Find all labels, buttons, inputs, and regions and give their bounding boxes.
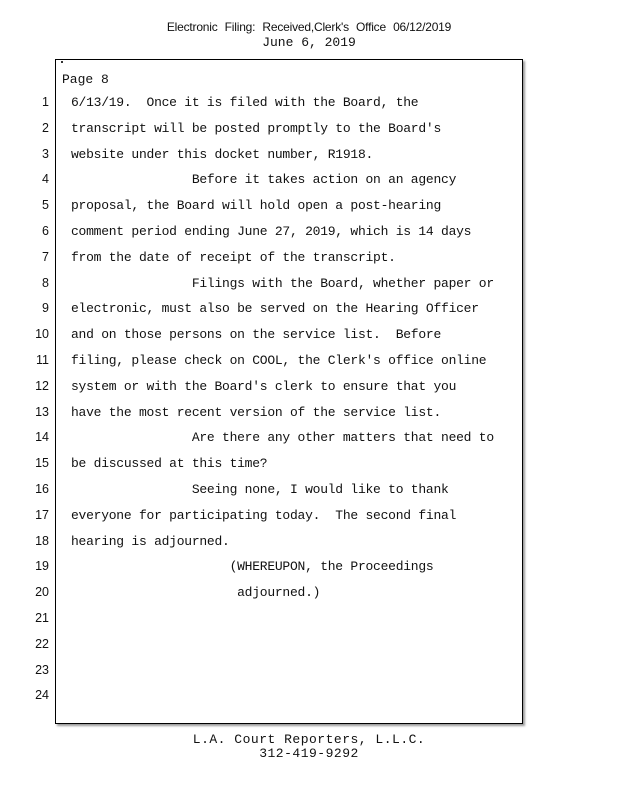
line-text: be discussed at this time? — [71, 456, 268, 472]
line-number: 4 — [42, 172, 49, 187]
line-text: hearing is adjourned. — [71, 533, 230, 549]
line-text: (WHEREUPON, the Proceedings — [71, 559, 434, 575]
line-text: and on those persons on the service list. Before — [71, 327, 442, 343]
line-number: 22 — [35, 636, 49, 651]
transcript-line — [0, 193, 618, 219]
line-text: proposal, the Board will hold open a post-hearing — [71, 198, 442, 214]
line-text: system or with the Board's clerk to ensure that you — [71, 378, 457, 394]
line-number: 14 — [35, 430, 49, 445]
line-text: transcript will be posted promptly to the Board's — [71, 120, 442, 136]
transcript-line — [0, 658, 618, 684]
line-text: everyone for participating today. The second final — [71, 507, 457, 523]
transcript-body — [0, 90, 618, 709]
line-text: comment period ending June 27, 2019, which is 14 days — [71, 223, 472, 239]
page-footer — [0, 733, 618, 761]
corner-mark — [61, 61, 63, 63]
transcript-line — [0, 683, 618, 709]
transcript-line — [0, 90, 618, 116]
line-number: 7 — [42, 249, 49, 264]
line-text: Filings with the Board, whether paper or — [71, 275, 494, 291]
filing-stamp: Electronic Filing: Received,Clerk's Office 06/12/2019 — [166, 20, 452, 34]
line-text: filing, please check on COOL, the Clerk's office online — [71, 352, 487, 368]
line-number: 9 — [42, 301, 49, 316]
line-text: electronic, must also be served on the Hearing Officer — [71, 301, 479, 317]
transcript-line — [0, 580, 618, 606]
transcript-line — [0, 167, 618, 193]
transcript-line — [0, 374, 618, 400]
line-number: 13 — [35, 404, 49, 419]
transcript-line — [0, 348, 618, 374]
transcript-line — [0, 606, 618, 632]
line-number: 11 — [36, 352, 49, 367]
page-number-label: Page 8 — [62, 72, 109, 87]
line-number: 16 — [35, 481, 49, 496]
line-number: 10 — [35, 327, 49, 342]
line-text: website under this docket number, R1918. — [71, 146, 374, 162]
line-text: from the date of receipt of the transcript. — [71, 249, 396, 265]
line-number: 19 — [35, 559, 49, 574]
line-number: 8 — [42, 275, 49, 290]
line-text: 6/13/19. Once it is filed with the Board, the — [71, 95, 419, 110]
transcript-line — [0, 400, 618, 426]
line-number: 23 — [35, 662, 49, 677]
line-text: Are there any other matters that need to — [71, 430, 494, 446]
line-text: Seeing none, I would like to thank — [71, 481, 449, 497]
line-text: Before it takes action on an agency — [71, 172, 457, 188]
transcript-line — [0, 477, 618, 503]
line-number: 21 — [35, 610, 49, 625]
court-reporter-name: L.A. Court Reporters, L.L.C. — [192, 732, 426, 747]
line-number: 24 — [35, 688, 49, 703]
transcript-line — [0, 425, 618, 451]
transcript-line — [0, 245, 618, 271]
hearing-date: June 6, 2019 — [262, 35, 356, 50]
transcript-line — [0, 271, 618, 297]
transcript-line — [0, 451, 618, 477]
line-number: 20 — [35, 585, 49, 600]
line-text: adjourned.) — [71, 585, 321, 601]
line-number: 6 — [42, 223, 49, 238]
transcript-line — [0, 296, 618, 322]
line-number: 3 — [42, 146, 49, 161]
transcript-line — [0, 503, 618, 529]
transcript-line — [0, 219, 618, 245]
line-number: 12 — [35, 378, 49, 393]
line-number: 18 — [35, 533, 49, 548]
line-number: 1 — [42, 95, 49, 109]
transcript-line — [0, 322, 618, 348]
line-number: 15 — [35, 456, 49, 471]
line-number: 17 — [35, 507, 49, 522]
transcript-line — [0, 142, 618, 168]
court-reporter-phone: 312-419-9292 — [259, 746, 359, 761]
transcript-line — [0, 632, 618, 658]
transcript-line — [0, 554, 618, 580]
transcript-line — [0, 529, 618, 555]
line-number: 2 — [42, 120, 49, 135]
line-text: have the most recent version of the service list. — [71, 404, 442, 420]
line-number: 5 — [42, 198, 49, 213]
transcript-line — [0, 116, 618, 142]
